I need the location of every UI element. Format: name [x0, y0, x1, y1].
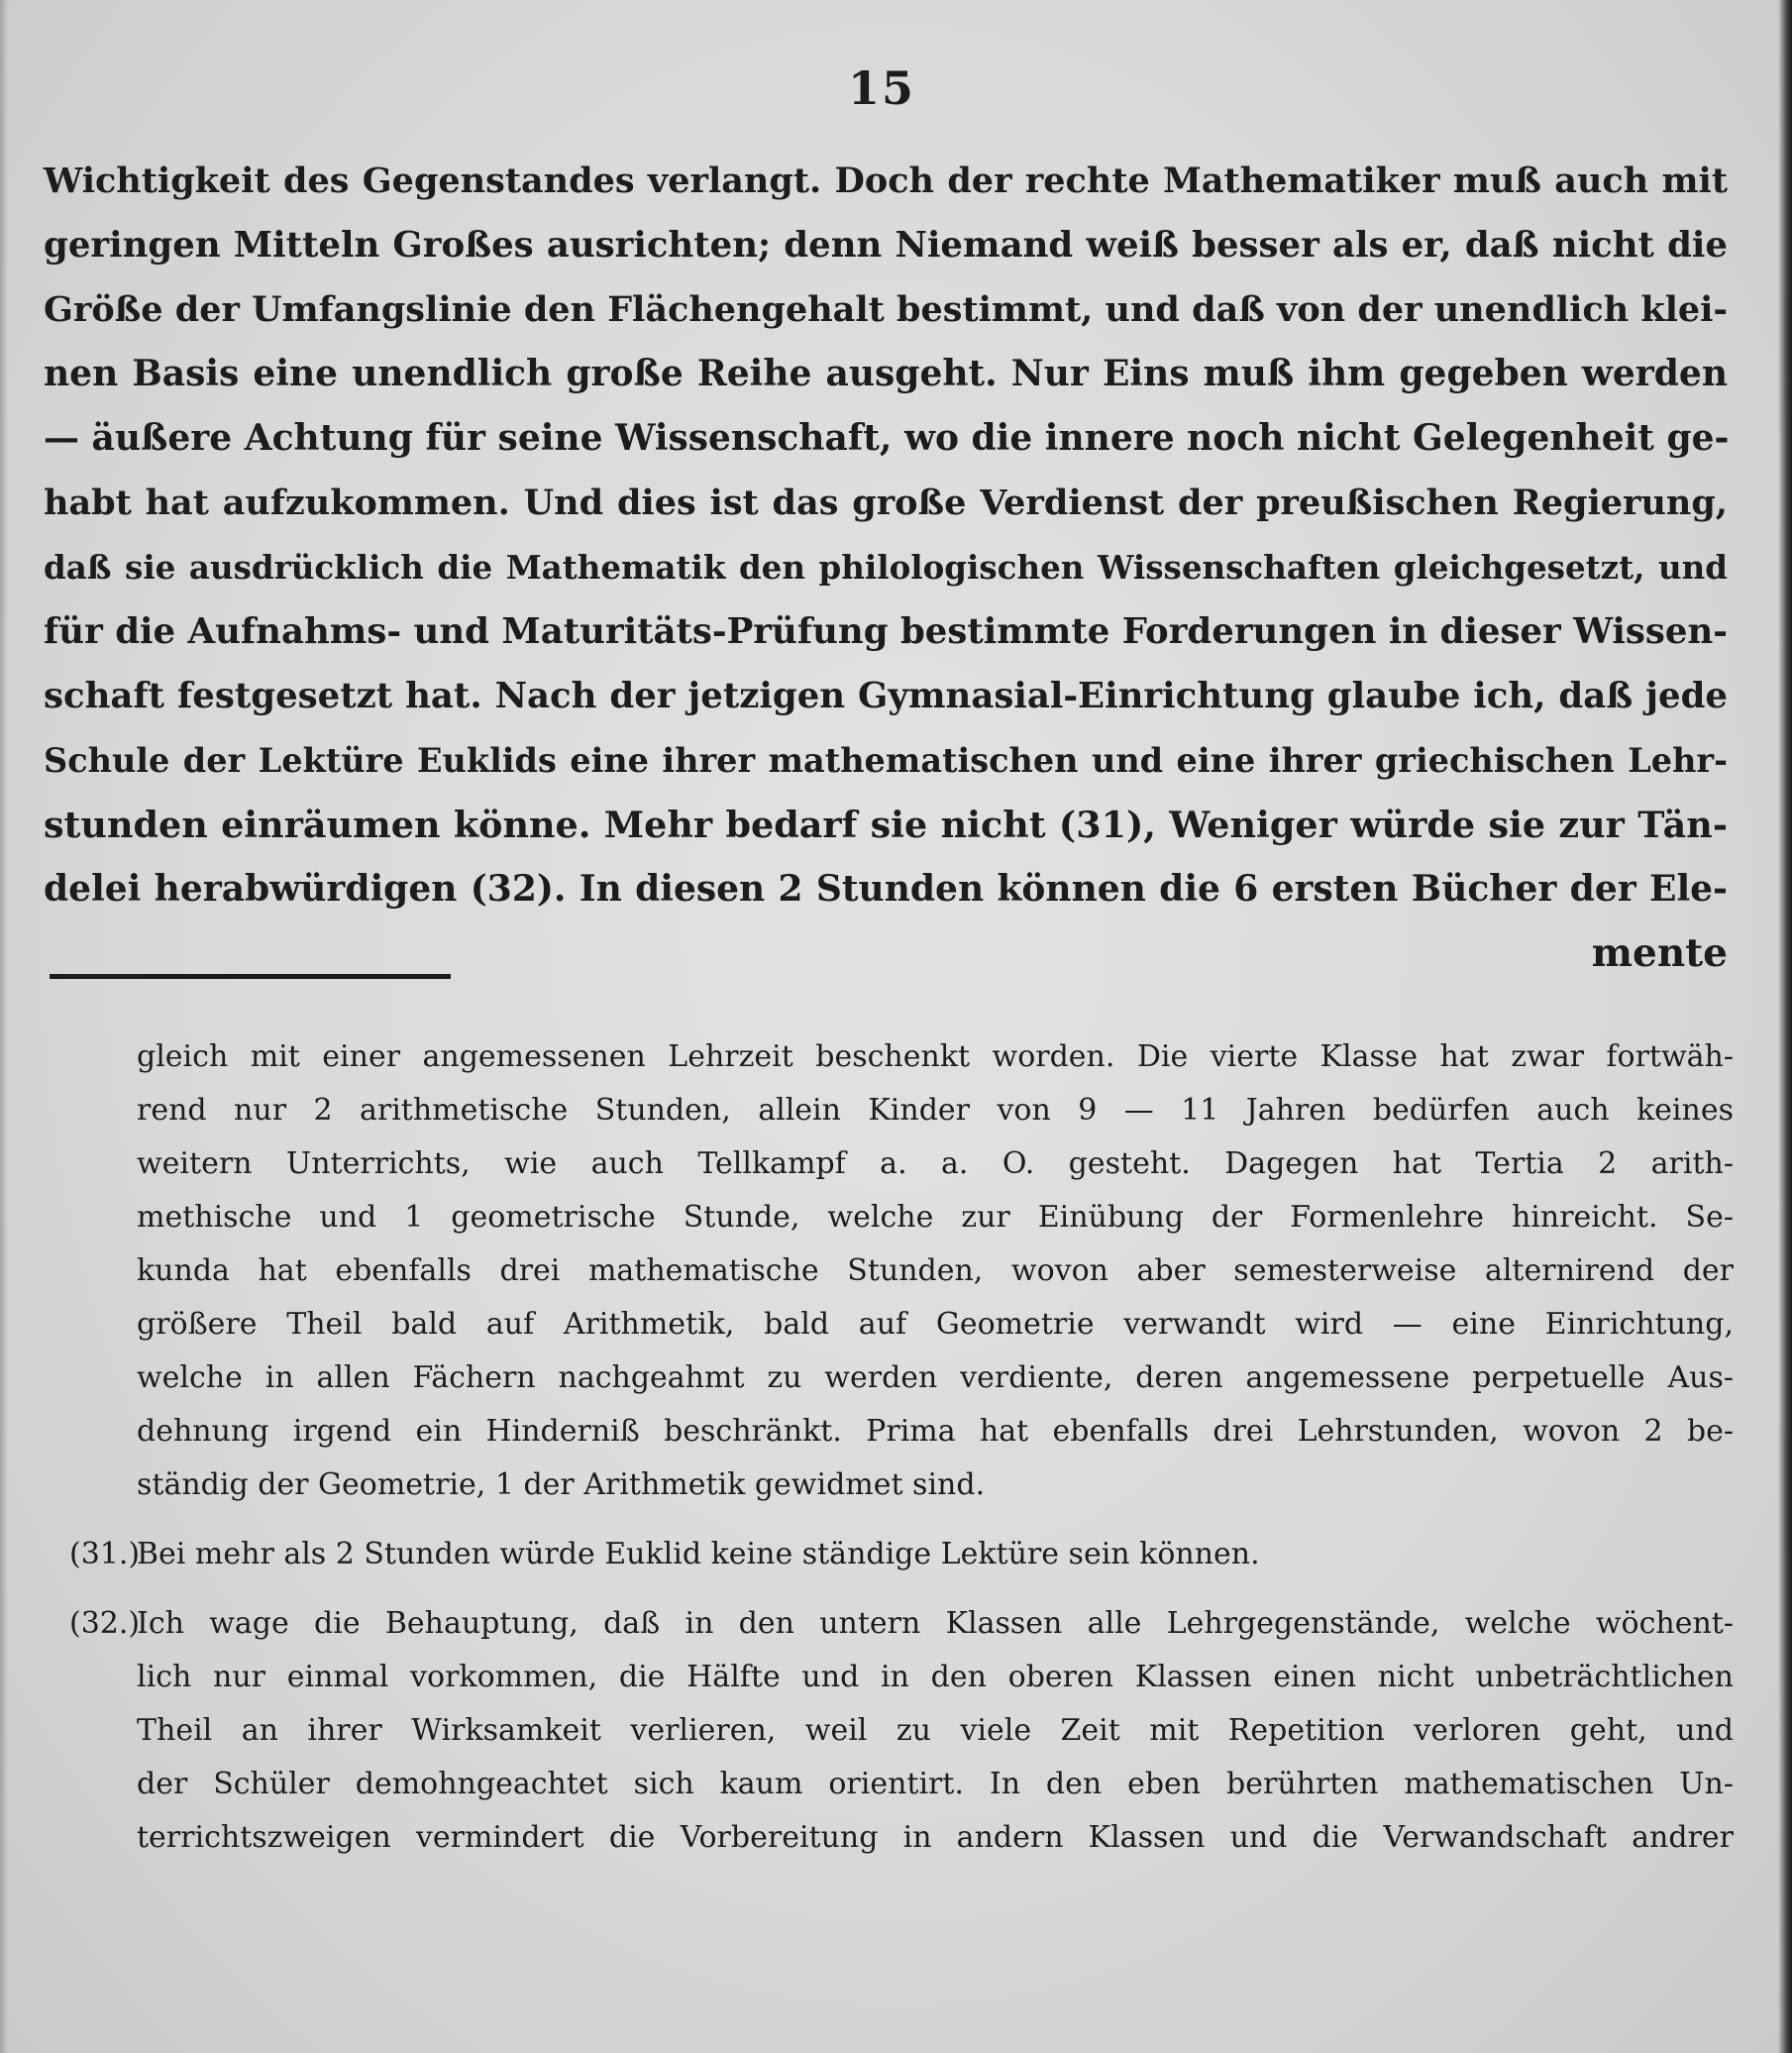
main-text-line: Schule der Lektüre Euklids eine ihrer mathematischen und eine ihrer griechischen Lehr- — [44, 741, 1728, 780]
main-text-line: delei herabwürdigen (32). In diesen 2 Stunden können die 6 ersten Bücher der Ele- — [44, 868, 1728, 910]
page-number: 15 — [847, 61, 915, 115]
footnote-line: welche in allen Fächern nachgeahmt zu werden verdiente, deren angemessene perpetuelle Aus- — [137, 1360, 1734, 1395]
footnote-line: der Schüler demohngeachtet sich kaum orientirt. In den eben berührten mathematischen Un- — [137, 1767, 1734, 1801]
footnote-line: methische und 1 geometrische Stunde, welche zur Einübung der Formenlehre hinreicht. Se- — [137, 1200, 1734, 1235]
footnote-line: Bei mehr als 2 Stunden würde Euklid keine ständige Lektüre sein können. — [137, 1537, 1260, 1571]
footnote-continuation — [69, 1030, 1734, 1512]
main-text-line: für die Aufnahms- und Maturitäts-Prüfung bestimmte Forderungen in dieser Wissen- — [44, 611, 1728, 652]
main-text-line: daß sie ausdrücklich die Mathematik den philologischen Wissenschaften gleichgesetzt, und — [44, 548, 1728, 587]
main-text-line: Größe der Umfangslinie den Flächengehalt bestimmt, und daß von der unendlich klei- — [44, 289, 1728, 330]
main-text-line: schaft festgesetzt hat. Nach der jetzigen Gymnasial-Einrichtung glaube ich, daß jede — [44, 676, 1728, 716]
main-text-line: geringen Mitteln Großes ausrichten; denn Niemand weiß besser als er, daß nicht die — [44, 225, 1728, 266]
footnote-32 — [69, 1597, 1734, 1865]
footnote-line: terrichtszweigen vermindert die Vorbereitung in andern Klassen und die Verwandschaft andrer — [137, 1820, 1734, 1855]
main-text-line: nen Basis eine unendlich große Reihe ausgeht. Nur Eins muß ihm gegeben werden — [44, 353, 1728, 394]
main-text-line: — äußere Achtung für seine Wissenschaft, wo die innere noch nicht Gelegenheit ge- — [44, 417, 1730, 459]
footnote-line: lich nur einmal vorkommen, die Hälfte und in den oberen Klassen einen nicht unbeträchtlichen — [137, 1660, 1734, 1694]
footnotes-block — [69, 1030, 1734, 1865]
main-text-line: Wichtigkeit des Gegenstandes verlangt. Doch der rechte Mathematiker muß auch mit — [44, 161, 1728, 201]
footnote-line: gleich mit einer angemessenen Lehrzeit beschenkt worden. Die vierte Klasse hat zwar fortwäh- — [137, 1039, 1734, 1074]
main-text-block — [44, 149, 1728, 986]
footnote-line: größere Theil bald auf Arithmetik, bald auf Geometrie verwandt wird — eine Einrichtung, — [137, 1307, 1734, 1342]
footnote-line: dehnung irgend ein Hinderniß beschränkt. Prima hat ebenfalls drei Lehrstunden, wovon 2 be- — [137, 1414, 1734, 1449]
footnote-line: rend nur 2 arithmetische Stunden, allein Kinder von 9 — 11 Jahren bedürfen auch keines — [137, 1093, 1734, 1128]
footnote-line: Theil an ihrer Wirksamkeit verlieren, weil zu viele Zeit mit Repetition verloren geht, und — [137, 1713, 1734, 1748]
footnote-label: (32.) — [69, 1606, 141, 1641]
page-left-shadow — [0, 0, 8, 2053]
footnote-31 — [69, 1528, 1734, 1581]
catchword: mente — [1591, 930, 1728, 976]
footnote-label: (31.) — [69, 1537, 141, 1571]
footnote-line: Ich wage die Behauptung, daß in den untern Klassen alle Lehrgegenstände, welche wöchent- — [137, 1606, 1734, 1641]
main-text-line: habt hat aufzukommen. Und dies ist das große Verdienst der preußischen Regierung, — [44, 483, 1728, 523]
footnote-separator-rule — [50, 974, 451, 979]
main-text-line: stunden einräumen könne. Mehr bedarf sie nicht (31), Weniger würde sie zur Tän- — [44, 804, 1728, 846]
page-right-edge — [1778, 0, 1792, 2053]
footnote-line: weitern Unterrichts, wie auch Tellkampf a. a. O. gesteht. Dagegen hat Tertia 2 arith- — [137, 1146, 1734, 1181]
footnote-line: ständig der Geometrie, 1 der Arithmetik gewidmet sind. — [137, 1467, 986, 1502]
footnote-line: kunda hat ebenfalls drei mathematische Stunden, wovon aber semesterweise alternirend der — [137, 1253, 1734, 1288]
